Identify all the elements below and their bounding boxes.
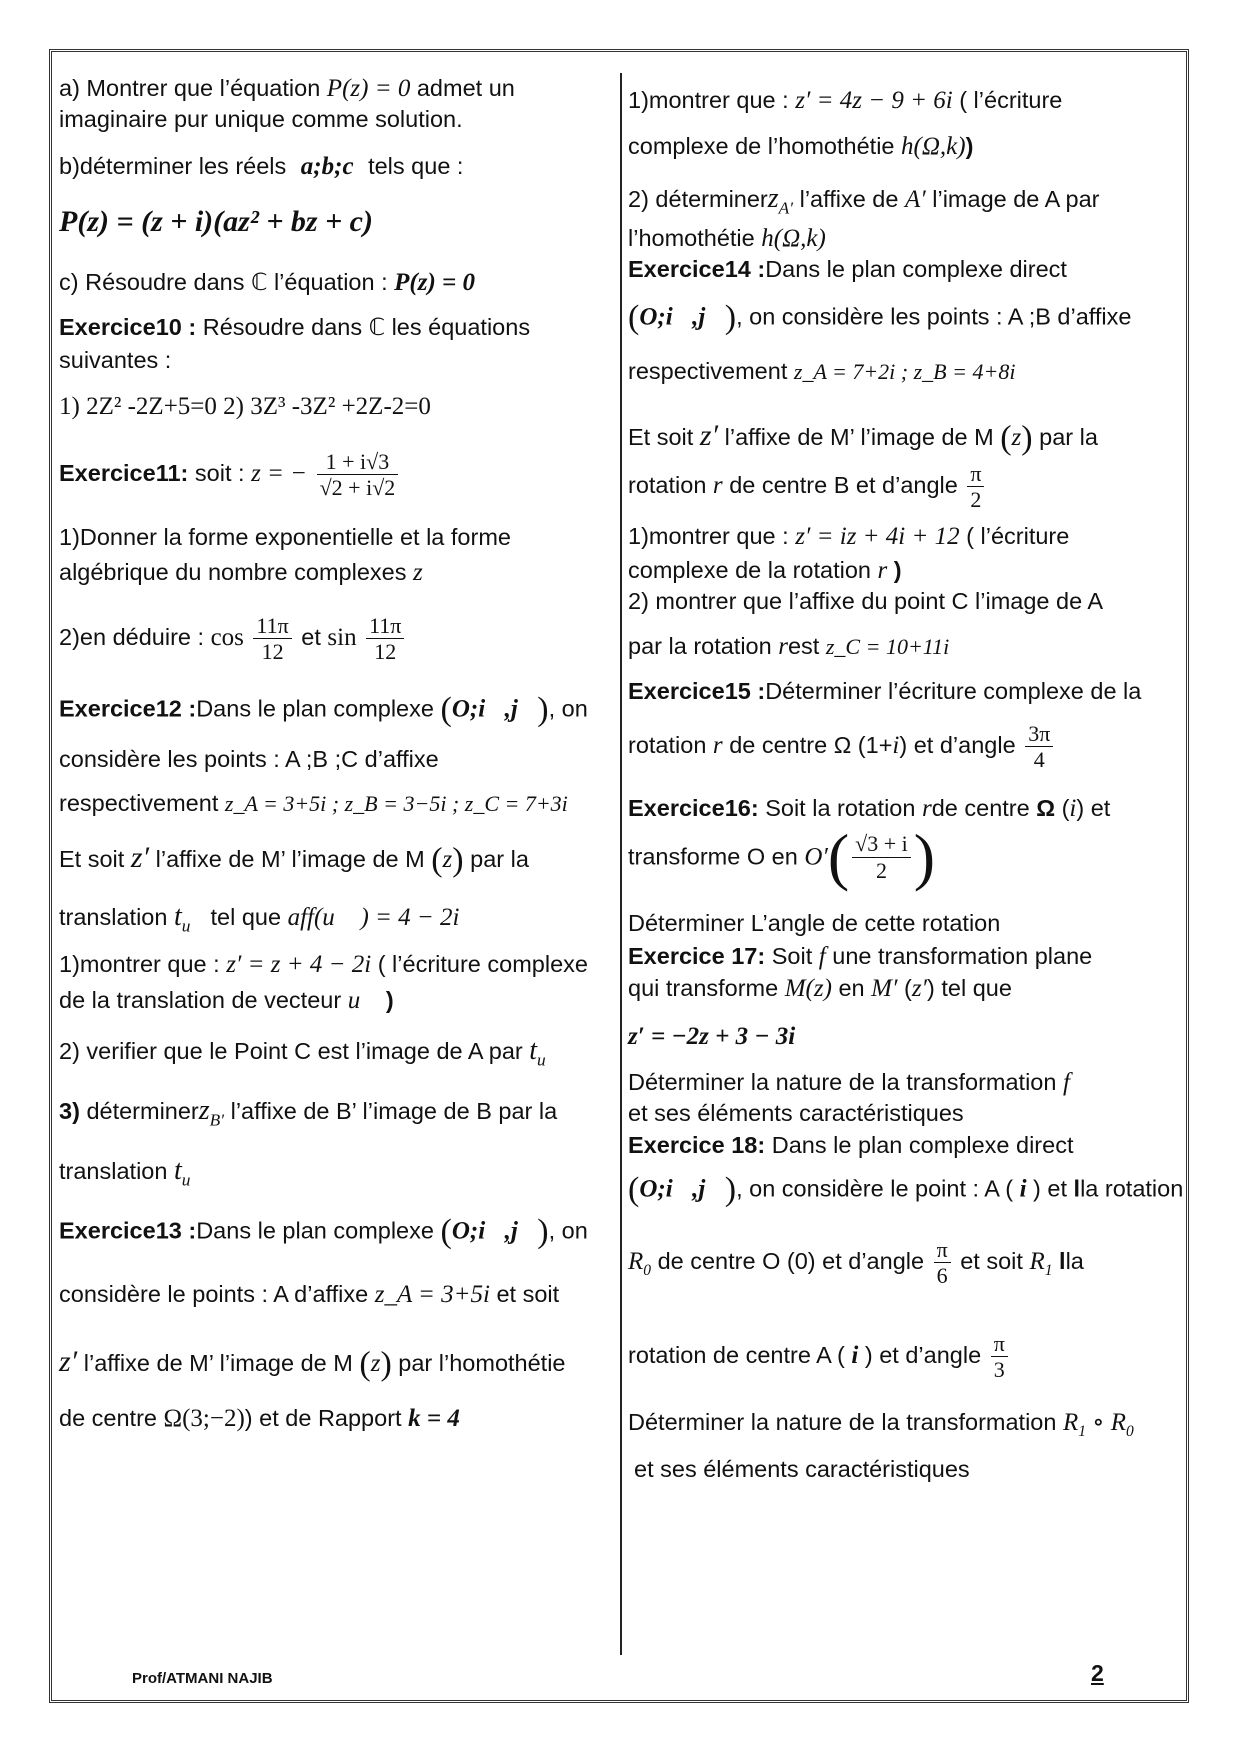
fraction-denominator: 2 xyxy=(970,487,982,513)
fraction-denominator: 12 xyxy=(261,639,284,665)
math-frame: O;i⃗,j⃗ xyxy=(451,1217,538,1245)
text: ) et xyxy=(1033,1175,1068,1202)
text: soit : xyxy=(194,460,245,486)
text: admet un xyxy=(416,75,515,101)
fraction-denominator: 2 xyxy=(875,857,887,883)
ex11-q2 xyxy=(59,613,407,665)
text: l’affixe de M’ l’image de M xyxy=(83,1350,353,1376)
text: et soit xyxy=(960,1248,1023,1274)
math-translation-t: $t_{u⃗}$ xyxy=(173,901,204,936)
text: 2) montrer que l’affixe du point C l’image de A xyxy=(628,588,1104,614)
text: c) Résoudre dans ℂ l’équation : xyxy=(59,269,388,295)
math-p-equals-zero: P(z) = 0 xyxy=(326,75,411,102)
math-z: z xyxy=(1011,424,1022,451)
ex15-heading-line xyxy=(628,677,1141,706)
math-z: z = − xyxy=(251,460,308,487)
text: respectivement xyxy=(59,790,219,816)
ex18-heading-line xyxy=(628,1131,1073,1160)
text: a) Montrer que l’équation xyxy=(59,75,321,101)
fraction-numerator: 1 + i√3 xyxy=(317,449,399,475)
math-r: r xyxy=(921,795,932,822)
fraction-numerator: √3 + i xyxy=(852,831,911,857)
ex13-line2 xyxy=(59,1279,559,1310)
math-homothety-formula: z′ = 4z − 9 + 6i xyxy=(795,87,953,114)
ex12-q2 xyxy=(59,1033,559,1071)
ex14-q2b xyxy=(628,631,949,662)
text: ( l’écriture xyxy=(966,523,1070,549)
text: et soit xyxy=(496,1281,560,1307)
text: l xyxy=(1059,1248,1066,1274)
math-O-prime: O′ xyxy=(804,843,828,871)
math-translation-t: $t_{u⃗}$ xyxy=(173,1155,204,1190)
paren: ) xyxy=(1021,419,1033,457)
fraction-11pi-12 xyxy=(366,613,404,665)
paren: ( xyxy=(628,1171,640,1208)
text: Et soit xyxy=(59,846,125,872)
ex11-q1b xyxy=(59,557,423,588)
math-z-prime: z′ xyxy=(699,419,719,452)
ex15-title: Exercice15 : xyxy=(628,678,766,704)
text: de centre xyxy=(59,1405,157,1431)
text: Résoudre dans ℂ les équations xyxy=(202,314,531,340)
math-affixes: z_A = 7+2i ; z_B = 4+8i xyxy=(793,359,1016,384)
text: suivantes : xyxy=(59,347,172,373)
math-vector-u: u⃗ xyxy=(347,987,386,1014)
math-transformation: z′ = −2z + 3 − 3i xyxy=(628,1023,796,1050)
text: Dans le plan complexe direct xyxy=(765,256,1067,282)
text: par la xyxy=(470,846,529,872)
text: Dans le plan complexe direct xyxy=(771,1132,1074,1158)
math-affixes: z_A = 3+5i ; z_B = 3−5i ; z_C = 7+3i xyxy=(224,791,568,816)
fraction-numerator: π xyxy=(934,1237,951,1263)
fraction-pi-6 xyxy=(934,1237,951,1289)
fraction-11pi-12 xyxy=(253,613,291,665)
math-frame: O;i⃗,j⃗ xyxy=(451,695,538,723)
math-r: r xyxy=(712,732,723,759)
ex18-line2 xyxy=(628,1169,1183,1212)
fraction-denominator: 3 xyxy=(993,1357,1005,1383)
ex10-line2 xyxy=(59,346,171,375)
math-i: i xyxy=(1019,1175,1027,1203)
math-homothety: h(Ω,k) xyxy=(761,225,826,252)
text: l’image de A par xyxy=(932,186,1100,212)
math-zA: z_A = 3+5i xyxy=(374,1281,490,1308)
paren: ) xyxy=(452,841,464,879)
ex12-heading-line xyxy=(59,689,588,732)
ex12-line5 xyxy=(59,899,460,937)
ex17-title: Exercice 17: xyxy=(628,943,766,969)
math-omega-center: Ω(3;−2) xyxy=(163,1405,245,1432)
fraction-numerator: π xyxy=(991,1331,1008,1357)
ex12-line2 xyxy=(59,745,439,774)
text: imaginaire pur unique comme solution. xyxy=(59,106,463,132)
math-omega: Ω xyxy=(1036,795,1056,821)
text: l’affixe de B’ l’image de B par la xyxy=(230,1098,558,1124)
paren: ( xyxy=(628,299,640,336)
text: rotation xyxy=(628,732,707,758)
ex13-q1b: complexe de l’homothétie h(Ω,k)) xyxy=(628,133,974,160)
text: Déterminer la nature de la transformation xyxy=(628,1069,1057,1095)
fraction-numerator: 11π xyxy=(253,613,291,639)
paren: ) xyxy=(724,1171,737,1208)
ex12-q3d xyxy=(59,1153,204,1191)
text: complexe de l’homothétie xyxy=(628,133,895,159)
ex18-line3 xyxy=(628,1237,1084,1289)
left-line-a2 xyxy=(59,105,463,134)
text: ) et d’angle xyxy=(899,732,1016,758)
text: considère les points : A ;B ;C d’affixe xyxy=(59,746,439,772)
ex16-heading-line: Exercice16: Soit la rotation rde centre Ω (i) et xyxy=(628,795,1111,822)
left-line-b-eq xyxy=(59,203,373,241)
text: Dans le plan complexe xyxy=(196,1217,434,1244)
text: Soit xyxy=(771,943,813,969)
math-z-prime: z′ xyxy=(130,841,150,874)
ex14-line4 xyxy=(628,417,1098,460)
ex12-q3 xyxy=(59,1093,557,1131)
text: et ses éléments caractéristiques xyxy=(628,1100,964,1126)
ex18-title: Exercice 18: xyxy=(628,1132,766,1158)
ex15-line2 xyxy=(628,721,1056,773)
ex17-heading-line xyxy=(628,941,1092,972)
text: complexe de la rotation xyxy=(628,557,871,583)
left-line-c1 xyxy=(59,267,475,298)
ex13-title: Exercice13 : xyxy=(59,1217,197,1244)
text: de centre Ω (1+ xyxy=(729,732,893,758)
ex17-line4 xyxy=(628,1067,1070,1098)
text: b)déterminer les réels xyxy=(59,153,287,179)
paren: ) xyxy=(724,299,737,336)
math-f: f xyxy=(818,943,826,970)
fraction-numerator: 3π xyxy=(1025,721,1053,747)
math-translation-formula: z′ = z + 4 − 2i xyxy=(226,951,372,978)
math-z: z xyxy=(413,559,423,586)
text: ( l’écriture complexe xyxy=(377,951,588,977)
ex18-line4 xyxy=(628,1331,1011,1383)
text: et xyxy=(301,624,321,650)
fraction-sqrt3-plus-i-over-2 xyxy=(852,831,911,883)
fraction-denominator: 6 xyxy=(936,1263,948,1289)
ex18-line5 xyxy=(628,1407,1134,1441)
ex11-title: Exercice11: xyxy=(59,460,189,486)
text: la rotation xyxy=(1080,1175,1184,1202)
ex17-line5 xyxy=(628,1099,964,1128)
ex12-title: Exercice12 : xyxy=(59,695,197,722)
math-zA-prime: $z_{A'}$ xyxy=(767,183,794,218)
left-line-b1 xyxy=(59,151,463,182)
text: de centre xyxy=(931,795,1030,821)
text: tels que : xyxy=(368,153,464,179)
text: tel que xyxy=(210,904,282,930)
text: de la translation de vecteur xyxy=(59,987,342,1013)
ex17-eq xyxy=(628,1021,795,1052)
math-i: i xyxy=(1069,795,1077,822)
math-r: r xyxy=(712,472,723,499)
ex12-line4 xyxy=(59,839,529,882)
text: 1)montrer que : xyxy=(628,87,789,113)
math-r: r xyxy=(877,557,888,584)
ex10-equations xyxy=(59,391,431,422)
text: l’affixe de xyxy=(799,186,899,212)
math-frame: O;i⃗,j⃗ xyxy=(639,1175,725,1203)
text: , on xyxy=(548,695,588,722)
paren: ( xyxy=(359,1345,371,1383)
ex10-heading-line xyxy=(59,313,530,342)
paren: ( xyxy=(440,1213,452,1250)
math-r: r xyxy=(778,633,788,660)
math-cos: cos xyxy=(210,624,244,651)
text: 1)Donner la forme exponentielle et la forme xyxy=(59,524,511,550)
paren: ( xyxy=(1000,419,1012,457)
math-equations: 1) 2Z² -2Z+5=0 2) 3Z³ -3Z² +2Z-2=0 xyxy=(59,393,431,420)
ex14-line2 xyxy=(628,297,1131,340)
text: qui transforme xyxy=(628,975,779,1001)
text: , on xyxy=(548,1217,588,1244)
page-number: 2 xyxy=(1091,1660,1104,1686)
text: rotation xyxy=(628,472,707,498)
text: tel que xyxy=(941,975,1012,1001)
math-factorization: P(z) = (z + i)(az² + bz + c) xyxy=(59,205,373,238)
text: l xyxy=(1073,1175,1081,1202)
fraction-pi-3 xyxy=(991,1331,1008,1383)
text: translation xyxy=(59,904,168,930)
text: algébrique du nombre complexes xyxy=(59,559,407,585)
math-abc: a;b;c xyxy=(300,153,354,180)
text: 2) verifier que le Point C est l’image de A par xyxy=(59,1038,523,1064)
text: de centre O (0) et d’angle xyxy=(657,1248,925,1274)
math-translation-t: $t_{u⃗}$ xyxy=(529,1035,560,1070)
math-R0: $R_0$ xyxy=(628,1248,652,1279)
text: Et soit xyxy=(628,424,694,450)
ex14-q1 xyxy=(628,521,1069,552)
math-R1: $R_1$ xyxy=(1029,1248,1053,1279)
text: considère le points : A d’affixe xyxy=(59,1281,369,1307)
math-z: z xyxy=(442,846,453,873)
column-divider xyxy=(620,73,622,1655)
ex13-q1 xyxy=(628,85,1062,116)
text: déterminer xyxy=(86,1098,199,1124)
text: ( l’écriture xyxy=(959,87,1063,113)
ex12-line3 xyxy=(59,789,568,818)
math-sin: sin xyxy=(327,624,357,651)
text: en xyxy=(838,975,865,1001)
text: , on considère le point : A ( xyxy=(736,1175,1014,1202)
text: respectivement xyxy=(628,358,788,384)
ex14-line5 xyxy=(628,461,987,513)
ex12-q1b: de la translation de vecteur u⃗ ) xyxy=(59,987,394,1014)
text: 1)montrer que : xyxy=(59,951,220,977)
fraction-numerator: 11π xyxy=(366,613,404,639)
ex14-q1b: complexe de la rotation r ) xyxy=(628,557,902,584)
text: transforme O en xyxy=(628,843,798,870)
text: par la rotation xyxy=(628,633,772,659)
text: par la xyxy=(1039,424,1098,450)
text: 2) déterminer xyxy=(628,186,768,212)
ex10-title: Exercice10 : xyxy=(59,314,197,340)
text: Soit la rotation xyxy=(765,795,916,821)
math-homothety: h(Ω,k) xyxy=(901,133,966,160)
ex11-heading-line xyxy=(59,449,401,501)
text: une transformation plane xyxy=(832,943,1093,969)
ex11-fraction xyxy=(317,449,399,501)
math-A-prime: A′ xyxy=(904,186,926,213)
paren: ( xyxy=(431,841,443,879)
ex13-q2b xyxy=(628,223,826,254)
footer-author: Prof/ATMANI NAJIB xyxy=(132,1670,273,1687)
paren: ( xyxy=(440,691,452,728)
math-rotation-formula: z′ = iz + 4i + 12 xyxy=(795,523,960,550)
math-frame: O;i⃗,j⃗ xyxy=(639,303,725,331)
ex12-q1 xyxy=(59,949,588,980)
text: Déterminer L’angle de cette rotation xyxy=(628,910,1001,936)
text: , on considère les points : A ;B d’affixe xyxy=(736,303,1132,330)
ex16-title: Exercice16: xyxy=(628,795,759,821)
text: l’homothétie xyxy=(628,225,755,251)
text: l’affixe de M’ l’image de M xyxy=(724,424,994,450)
math-zB-prime: $z_{B'}$ xyxy=(198,1095,225,1130)
ex14-title: Exercice14 : xyxy=(628,256,766,282)
math-z: z xyxy=(370,1350,381,1377)
text: et ses éléments caractéristiques xyxy=(634,1456,970,1482)
fraction-numerator: π xyxy=(967,461,984,487)
math-k: k = 4 xyxy=(408,1405,460,1432)
ex13-line3 xyxy=(59,1343,566,1386)
text: 1)montrer que : xyxy=(628,523,789,549)
text: l’affixe de M’ l’image de M xyxy=(155,846,425,872)
text: de centre B et d’angle xyxy=(729,472,958,498)
ex18-line6 xyxy=(634,1455,970,1484)
left-line-a1 xyxy=(59,73,515,104)
text: par l’homothétie xyxy=(398,1350,566,1376)
text: la xyxy=(1065,1248,1084,1274)
ex13-heading-line xyxy=(59,1211,588,1254)
paren: ) xyxy=(913,821,936,892)
text: et xyxy=(1090,795,1111,821)
ex13-q2 xyxy=(628,181,1100,219)
ex14-line3 xyxy=(628,357,1015,386)
ex16-line3 xyxy=(628,909,1000,938)
math-z-prime: z′ xyxy=(59,1345,78,1378)
fraction-denominator: 4 xyxy=(1033,747,1045,773)
text: Déterminer l’écriture complexe de la xyxy=(765,678,1142,704)
fraction-3pi-4 xyxy=(1025,721,1053,773)
text: 3) xyxy=(59,1098,80,1124)
math-composition: $R_1$ ∘ $R_0$ xyxy=(1062,1409,1134,1440)
ex11-q1 xyxy=(59,523,511,552)
ex16-line2 xyxy=(628,821,936,892)
paren: ) xyxy=(537,1213,549,1250)
paren: ( xyxy=(827,821,850,892)
paren: ) xyxy=(380,1345,392,1383)
math-z-prime: z′ xyxy=(911,975,928,1002)
text: Dans le plan complexe xyxy=(196,695,434,722)
math-i: i xyxy=(851,1342,859,1369)
text: ) et de Rapport xyxy=(244,1405,402,1431)
text: rotation de centre A ( xyxy=(628,1342,845,1368)
ex14-q2 xyxy=(628,587,1103,616)
ex13-line4 xyxy=(59,1403,460,1434)
paren: ) xyxy=(537,691,549,728)
text: Déterminer la nature de la transformation xyxy=(628,1409,1057,1435)
ex14-heading-line xyxy=(628,255,1067,284)
text: 2)en déduire : xyxy=(59,624,205,650)
ex17-line2: qui transforme M(z) en M′ (z′) tel que xyxy=(628,975,1012,1002)
math-zC: z_C = 10+11i xyxy=(825,634,950,659)
fraction-denominator: √2 + i√2 xyxy=(319,475,396,501)
math-i: i xyxy=(892,732,900,759)
math-f: f xyxy=(1062,1069,1070,1096)
text: est xyxy=(787,633,820,659)
math-p-equals-zero: P(z) = 0 xyxy=(394,269,476,296)
text: ) et d’angle xyxy=(864,1342,982,1368)
math-M-z: M(z) xyxy=(784,975,832,1002)
text: translation xyxy=(59,1158,168,1184)
fraction-denominator: 12 xyxy=(374,639,397,665)
fraction-pi-2 xyxy=(967,461,984,513)
math-M-prime: M′ xyxy=(871,975,898,1002)
math-aff-u: aff(u⃗ ) = 4 − 2i xyxy=(287,904,460,931)
